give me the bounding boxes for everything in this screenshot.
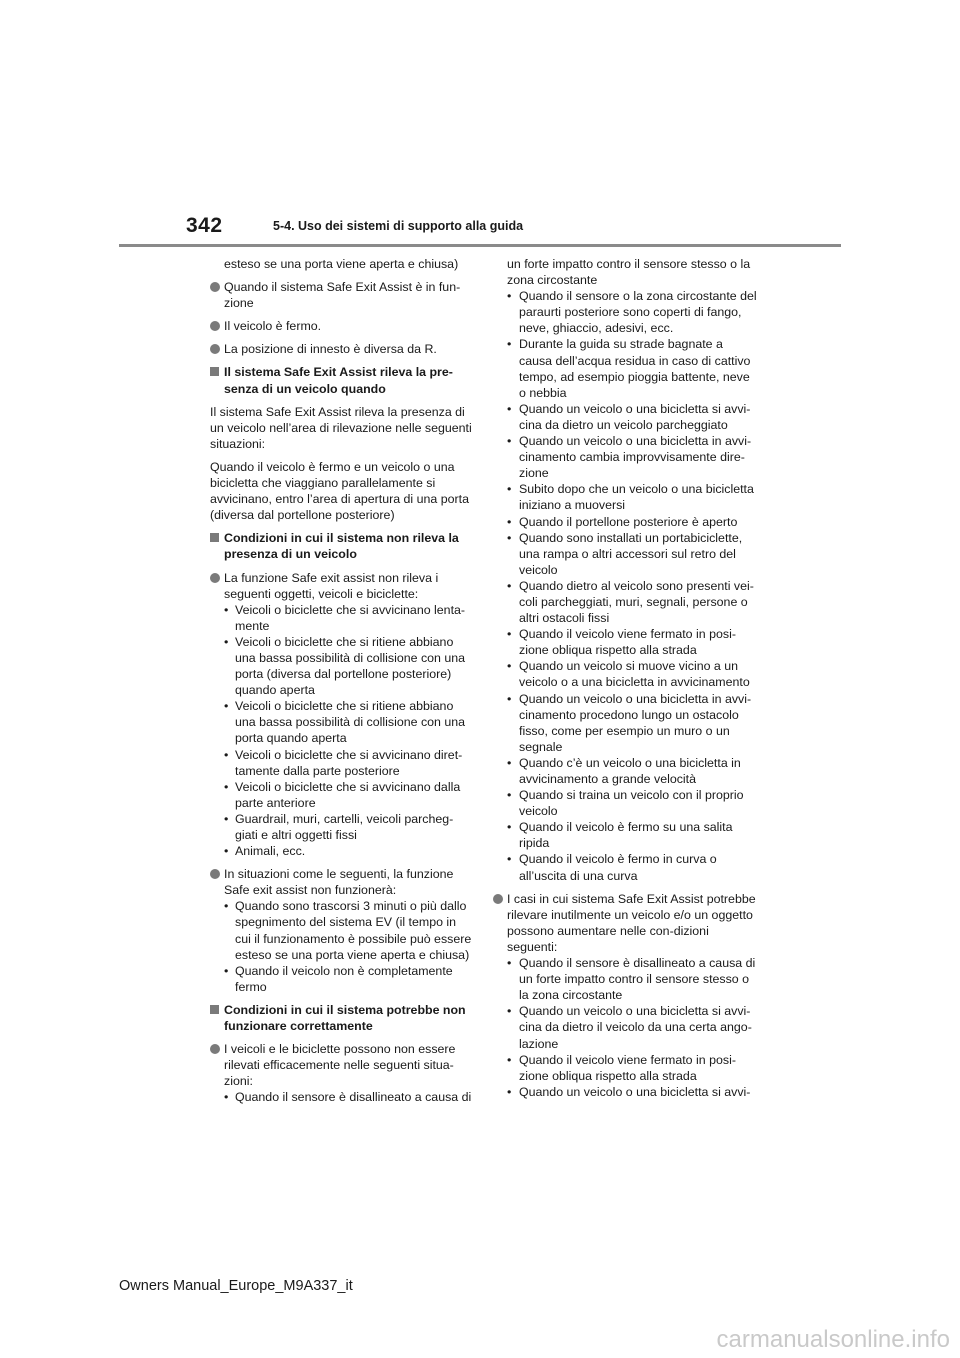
list-item: • Quando il veicolo non è completamente fermo: [224, 963, 472, 995]
watermark: carmanualsonline.info: [716, 1326, 950, 1353]
circle-bullet-icon: [210, 869, 220, 879]
sub-item-list: [507, 288, 757, 883]
section-heading: [210, 1002, 472, 1034]
bullet-block: [210, 318, 472, 334]
list-item: • Veicoli o biciclette che si avvicinano diret-tamente dalla parte posteriore: [224, 747, 472, 779]
circle-bullet-icon: [210, 344, 220, 354]
page-number: 342: [186, 214, 223, 237]
right-column: [493, 256, 757, 1107]
list-item: • Quando un veicolo si muove vicino a un veicolo o a una bicicletta in avvicinamento: [507, 658, 757, 690]
block-text: Quando il veicolo è fermo e un veicolo o una bicicletta che viaggiano parallelamente si avvicinano, entro l’area di apertura di una porta (diversa dal portellone posteriore): [210, 459, 469, 523]
list-item: • Animali, ecc.: [224, 843, 472, 859]
bullet-block: [493, 891, 757, 1100]
block-text: esteso se una porta viene aperta e chiusa): [224, 257, 459, 271]
section-title: 5-4. Uso dei sistemi di supporto alla guida: [273, 219, 524, 233]
block-text: Il veicolo è fermo.: [224, 319, 322, 334]
circle-bullet-icon: [210, 1044, 220, 1054]
continued-text: [493, 256, 757, 884]
block-text: un forte impatto contro il sensore stesso o la zona circostante: [507, 257, 751, 288]
block-text: La posizione di innesto è diversa da R.: [224, 342, 437, 357]
sub-item-list: [224, 1089, 472, 1105]
list-item: • Quando il sensore è disallineato a causa di: [224, 1089, 472, 1105]
list-item: • Quando un veicolo o una bicicletta si avvi-: [507, 1084, 757, 1100]
block-text: Quando il sistema Safe Exit Assist è in fun-zione: [224, 280, 461, 311]
list-item: • Durante la guida su strade bagnate a causa dell’acqua residua in caso di cattivo tempo, ad esempio pioggia battente, neve o nebbia: [507, 336, 757, 400]
list-item: • Veicoli o biciclette che si ritiene abbiano una bassa possibilità di collisione con una porta (diversa dal portellone posteriore) quando aperta: [224, 634, 472, 698]
list-item: • Quando si traina un veicolo con il proprio veicolo: [507, 787, 757, 819]
list-item: • Veicoli o biciclette che si avvicinano dalla parte anteriore: [224, 779, 472, 811]
list-item: • Quando il veicolo viene fermato in posi-zione obliqua rispetto alla strada: [507, 626, 757, 658]
block-text: La funzione Safe exit assist non rileva i seguenti oggetti, veicoli e biciclette:: [224, 570, 439, 601]
paragraph: [210, 459, 472, 523]
list-item: • Quando il veicolo viene fermato in posi-zione obliqua rispetto alla strada: [507, 1052, 757, 1084]
list-item: • Quando un veicolo o una bicicletta in avvi-cinamento procedono lungo un ostacolo fisso, come per esempio un muro o un segnale: [507, 691, 757, 755]
list-item: • Quando sono installati un portabiciclette, una rampa o altri accessori sul retro del veicolo: [507, 530, 757, 578]
continued-text: [210, 256, 472, 272]
bullet-block: [210, 341, 472, 357]
header-rule: [119, 244, 841, 247]
block-text: I casi in cui sistema Safe Exit Assist potrebbe rilevare inutilmente un veicolo e/o un oggetto possono aumentare nelle con-dizioni seguenti:: [507, 891, 756, 954]
list-item: • Guardrail, muri, cartelli, veicoli parcheg-giati e altri oggetti fissi: [224, 811, 472, 843]
list-item: • Quando il portellone posteriore è aperto: [507, 514, 757, 530]
circle-bullet-icon: [210, 282, 220, 292]
square-bullet-icon: [210, 533, 219, 542]
list-item: • Quando il veicolo è fermo su una salita ripida: [507, 819, 757, 851]
left-column: [210, 256, 472, 1113]
circle-bullet-icon: [493, 894, 503, 904]
list-item: • Quando dietro al veicolo sono presenti vei-coli parcheggiati, muri, segnali, persone o altri ostacoli fissi: [507, 578, 757, 626]
section-heading: [210, 530, 472, 562]
block-text: Condizioni in cui il sistema non rileva la presenza di un veicolo: [224, 531, 459, 562]
bullet-block: [210, 279, 472, 311]
circle-bullet-icon: [210, 321, 220, 331]
sub-item-list: [507, 955, 757, 1100]
bullet-block: [210, 1041, 472, 1105]
list-item: • Quando un veicolo o una bicicletta si avvi-cina da dietro il veicolo da una certa ango-lazione: [507, 1003, 757, 1051]
list-item: • Quando sono trascorsi 3 minuti o più dallo spegnimento del sistema EV (il tempo in cui il funzionamento è possibile può essere esteso se una porta viene aperta e chiusa): [224, 898, 472, 962]
list-item: • Quando c’è un veicolo o una bicicletta in avvicinamento a grande velocità: [507, 755, 757, 787]
sub-item-list: [224, 602, 472, 860]
list-item: • Quando un veicolo o una bicicletta si avvi-cina da dietro un veicolo parcheggiato: [507, 401, 757, 433]
block-text: Condizioni in cui il sistema potrebbe non funzionare correttamente: [224, 1002, 466, 1034]
block-text: Il sistema Safe Exit Assist rileva la pre-senza di un veicolo quando: [224, 365, 453, 396]
list-item: • Veicoli o biciclette che si avvicinano lenta-mente: [224, 602, 472, 634]
block-text: Il sistema Safe Exit Assist rileva la presenza di un veicolo nell’area di rilevazione nelle seguenti situazioni:: [210, 404, 472, 451]
footer-manual-id: Owners Manual_Europe_M9A337_it: [119, 1278, 353, 1294]
list-item: • Quando il sensore o la zona circostante del paraurti posteriore sono coperti di fango, neve, ghiaccio, adesivi, ecc.: [507, 288, 757, 336]
bullet-block: [210, 866, 472, 995]
bullet-block: [210, 570, 472, 860]
list-item: • Quando un veicolo o una bicicletta in avvi-cinamento cambia improvvisamente dire-zione: [507, 433, 757, 481]
list-item: • Subito dopo che un veicolo o una bicicletta iniziano a muoversi: [507, 481, 757, 513]
list-item: • Quando il veicolo è fermo in curva o all’uscita di una curva: [507, 851, 757, 883]
sub-item-list: [224, 898, 472, 995]
section-heading: [210, 364, 472, 396]
list-item: • Quando il sensore è disallineato a causa di un forte impatto contro il sensore stesso o la zona circostante: [507, 955, 757, 1003]
block-text: I veicoli e le biciclette possono non essere rilevati efficacemente nelle seguenti situa-zioni:: [224, 1042, 456, 1089]
block-text: In situazioni come le seguenti, la funzione Safe exit assist non funzionerà:: [224, 867, 454, 898]
square-bullet-icon: [210, 367, 219, 376]
circle-bullet-icon: [210, 573, 220, 583]
list-item: • Veicoli o biciclette che si ritiene abbiano una bassa possibilità di collisione con una porta quando aperta: [224, 698, 472, 746]
paragraph: [210, 404, 472, 452]
square-bullet-icon: [210, 1005, 219, 1014]
